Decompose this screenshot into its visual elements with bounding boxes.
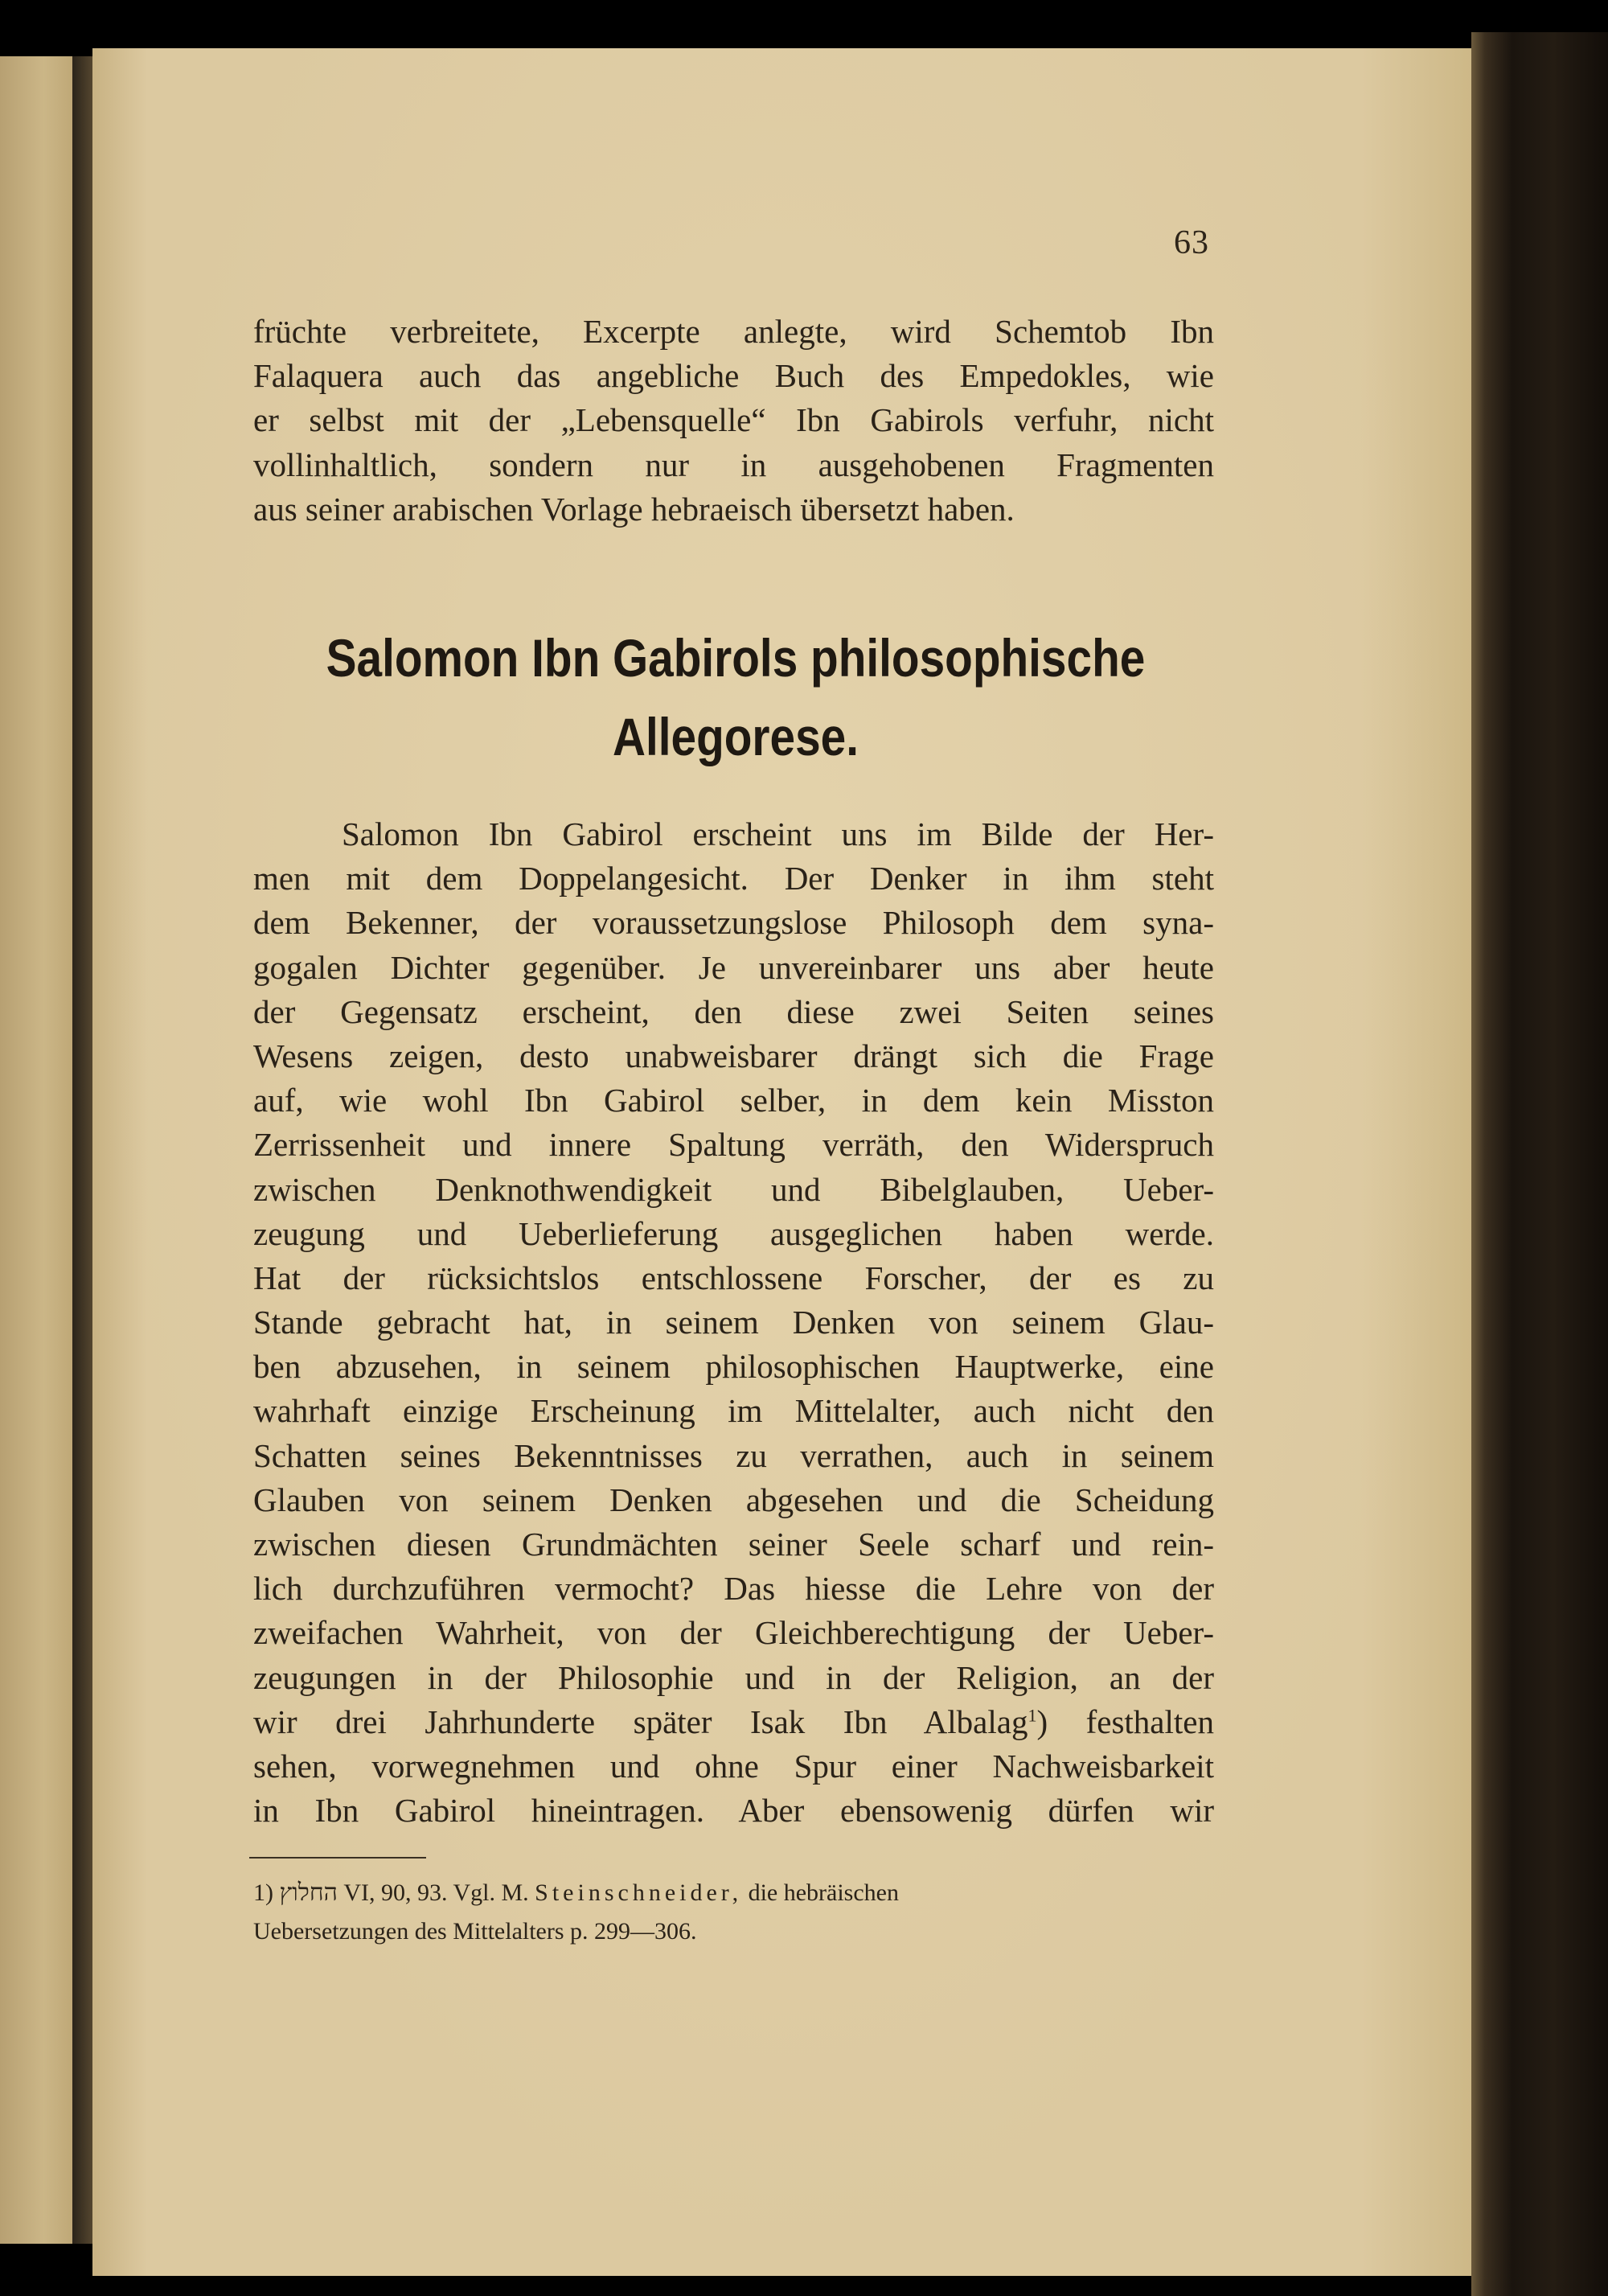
text-segment: wir drei Jahrhunderte später Isak Ibn Albalag xyxy=(253,1702,1028,1740)
text-line: Falaquera auch das angebliche Buch des Empedokles, wie xyxy=(253,357,1214,395)
book-binding xyxy=(1471,32,1608,2296)
top-paragraph xyxy=(253,310,1214,532)
text-line: ben abzusehen, in seinem philosophischen Hauptwerke, eine xyxy=(253,1348,1214,1386)
text-line-with-footnote xyxy=(253,1700,1214,1744)
text-line: früchte verbreitete, Excerpte anlegte, wird Schemtob Ibn xyxy=(253,313,1214,350)
text-line: zweifachen Wahrheit, von der Gleichberechtigung der Ueber- xyxy=(253,1614,1214,1652)
text-line: Schatten seines Bekenntnisses zu verrathen, auch in seinem xyxy=(253,1436,1214,1474)
text-line: der Gegensatz erscheint, den diese zwei Seiten seines xyxy=(253,992,1214,1030)
text-line: aus seiner arabischen Vorlage hebraeisch übersetzt haben. xyxy=(253,490,1015,528)
text-segment: ) festhalten xyxy=(1036,1702,1214,1740)
text-line: zeugungen in der Philosophie und in der Religion, an der xyxy=(253,1658,1214,1696)
text-line: men mit dem Doppelangesicht. Der Denker in ihm steht xyxy=(253,860,1214,897)
footnote-line-2: Uebersetzungen des Mittelalters p. 299—306. xyxy=(253,1918,697,1945)
text-line: sehen, vorwegnehmen und ohne Spur einer Nachweisbarkeit xyxy=(253,1747,1214,1785)
footnote-line-1 xyxy=(253,1874,1210,1912)
footnote-reference-text: VI, 90, 93. Vgl. M. xyxy=(343,1879,529,1906)
text-line: in Ibn Gabirol hineintragen. Aber ebensowenig dürfen wir xyxy=(253,1792,1214,1830)
previous-page-edge xyxy=(0,56,72,2244)
footnote-author: Steinschneider, xyxy=(535,1879,743,1906)
text-line: zeugung und Ueberlieferung ausgeglichen haben werde. xyxy=(253,1214,1214,1252)
text-line: Zerrissenheit und innere Spaltung verräth, den Widerspruch xyxy=(253,1126,1214,1164)
text-line: zwischen Denknothwendigkeit und Bibelglauben, Ueber- xyxy=(253,1170,1214,1208)
text-line: gogalen Dichter gegenüber. Je unvereinbarer uns aber heute xyxy=(253,948,1214,986)
page-number: 63 xyxy=(1174,224,1209,261)
text-line: vollinhaltlich, sondern nur in ausgehobenen Fragmenten xyxy=(253,446,1214,483)
footnote-title-start: die hebräischen xyxy=(748,1879,899,1906)
text-line: Glauben von seinem Denken abgesehen und die Scheidung xyxy=(253,1481,1214,1518)
text-line: Salomon Ibn Gabirol erscheint uns im Bilde der Her- xyxy=(342,815,1214,852)
section-heading-line-1: Salomon Ibn Gabirols philosophische xyxy=(326,628,1146,688)
main-paragraph xyxy=(253,812,1214,1833)
text-line: er selbst mit der „Lebensquelle“ Ibn Gabirols verfuhr, nicht xyxy=(253,401,1214,439)
text-line: wahrhaft einzige Erscheinung im Mittelalter, auch nicht den xyxy=(253,1392,1214,1430)
text-line: zwischen diesen Grundmächten seiner Seele scharf und rein- xyxy=(253,1526,1214,1563)
text-line: lich durchzuführen vermocht? Das hiesse die Lehre von der xyxy=(253,1570,1214,1608)
text-line: dem Bekenner, der voraussetzungslose Philosoph dem syna- xyxy=(253,904,1214,942)
footnote-hebrew-title: החלוץ xyxy=(279,1879,338,1906)
footnote-reference[interactable]: 1 xyxy=(1028,1705,1037,1726)
section-heading-line-2: Allegorese. xyxy=(612,707,859,766)
text-line: auf, wie wohl Ibn Gabirol selber, in dem kein Misston xyxy=(253,1082,1214,1119)
text-line: Stande gebracht hat, in seinem Denken von seinem Glau- xyxy=(253,1304,1214,1341)
footnote-marker: 1) xyxy=(253,1879,273,1906)
footnote-divider xyxy=(249,1857,426,1859)
text-line: Hat der rücksichtslos entschlossene Forscher, der es zu xyxy=(253,1259,1214,1296)
text-line: Wesens zeigen, desto unabweisbarer drängt sich die Frage xyxy=(253,1037,1214,1074)
